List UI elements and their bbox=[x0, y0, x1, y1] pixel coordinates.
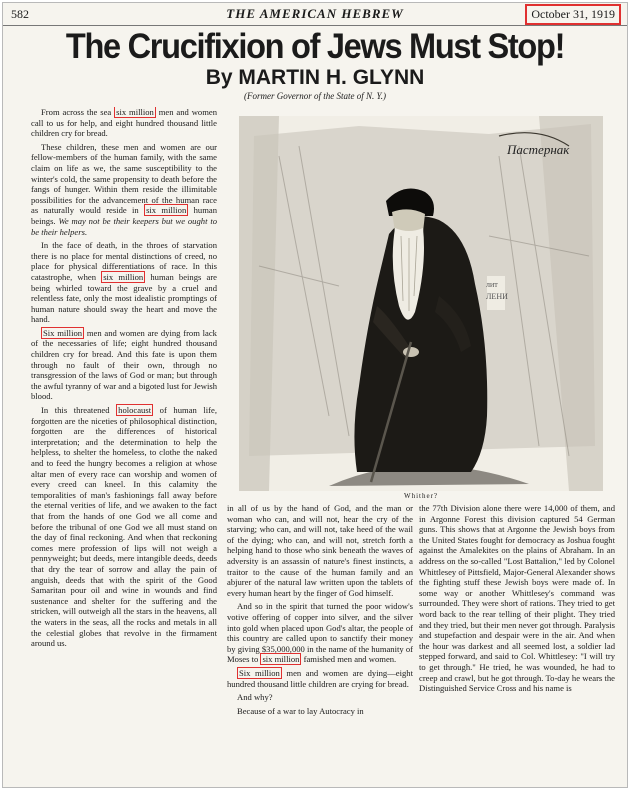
highlighted-phrase: six million bbox=[116, 107, 154, 117]
paragraph-text: These children, these men and women are our fellow-members of the human family, with the same claim on life as we, the same susceptibility to the winter's cold, the same propensity to death before the fangs of hunger. Within them reside the illimitable possibilities for the advancement of the human race as naturally would reside in bbox=[31, 141, 217, 216]
newspaper-page bbox=[2, 2, 628, 788]
article-column-1 bbox=[31, 107, 217, 779]
paragraph: the 77th Division alone there were 14,000 of them, and in Argonne Forest this division captured 54 German guns. This shows that at Argonne the Jewish boys from the United States fought for democracy as Joshua fought against the Amalekites on the plains of Abraham. In an address on the so-called "Lost Battalion," led by Colonel Whittlesey of Pittsfield, Major-General Alexander shows the fighting stuff these Jewish boys were made of. In some way or another Whittlesey's command was surrounded. They were short of rations. They tried to get word back to the rear telling of their plight. They tried and they tried, but their men never got through. Paralysis and stupefaction and despair were in the air. And when the hour was darkest and all seemed lost, a soldier lad stepped forward, and said to Col. Whittlesey: "I will try to get through." He tried, he was wounded, he had to creep and crawl, but he got through. To-day he wears the Distinguished Service Cross and his name is bbox=[419, 503, 615, 694]
author-affiliation: (Former Governor of the State of N. Y.) bbox=[244, 91, 386, 101]
paragraph-text: In this threatened bbox=[41, 405, 117, 416]
paragraph-text: human beings. bbox=[31, 205, 217, 226]
old-man-sketch bbox=[239, 116, 603, 491]
page-header bbox=[3, 3, 627, 26]
paragraph-text: From across the sea bbox=[41, 107, 115, 117]
highlighted-phrase: six million bbox=[103, 271, 144, 282]
page-number: 582 bbox=[11, 7, 29, 21]
italic-sentence: We may not be their keepers but we ought to be their helpers. bbox=[31, 215, 217, 237]
paragraph-text: In the face of death, in the throes of starvation there is no place for mental distinctions of creed, no place for physical differentiations of race. In this catastrophe, when bbox=[31, 240, 217, 282]
highlighted-phrase: Six million bbox=[239, 667, 280, 678]
paragraph bbox=[31, 142, 217, 237]
paragraph: in all of us by the hand of God, and the man or woman who can, and will not, hear the cry of the starving; who can, and will not, take heed of the wail of the dying; who can, and will not, stretch forth a helping hand to those who sink beneath the waves of adversity is an assassin of nature's finest instincts, a traitor to the cause of the human family and an abjurer of the natural law written upon the tablets of every human heart by the finger of God himself. bbox=[227, 503, 413, 598]
paragraph-text: And so in the spirit that turned the poor widow's votive offering of copper into silver, and the silver into gold when placed upon God's altar, the people of this country are called upon to sanctify their money by giving $35,000,000 in the name of the humanity of Moses to bbox=[227, 601, 413, 665]
highlighted-phrase: holocaust bbox=[118, 405, 152, 416]
paragraph-text: men and women call to us for help, and eight hundred thousand little children cry for bread. bbox=[31, 107, 217, 139]
issue-date: October 31, 1919 bbox=[525, 4, 621, 25]
svg-text:ЛЕНИ: ЛЕНИ bbox=[486, 292, 508, 301]
paragraph-text: men and women are dying—eight hundred thousand little children are crying for bread. bbox=[227, 667, 413, 689]
publication-name: THE AMERICAN HEBREW bbox=[226, 6, 404, 21]
paragraph-text: human beings are being whirled toward the grave by a cruel and relentless fate, only the most idealistic promptings of human nature should sway the heart and move the hand. bbox=[31, 271, 217, 325]
paragraph bbox=[31, 328, 217, 402]
highlighted-phrase: Six million bbox=[43, 327, 83, 338]
paragraph: And why? bbox=[237, 692, 273, 703]
illustration bbox=[239, 116, 603, 491]
article-title: The Crucifixion of Jews Must Stop! bbox=[65, 27, 565, 66]
paragraph bbox=[227, 601, 413, 665]
article-column-2 bbox=[227, 503, 413, 781]
artist-signature: Пастернак bbox=[507, 142, 570, 157]
paragraph bbox=[31, 107, 217, 139]
paragraph-text: famished men and women. bbox=[301, 654, 397, 665]
paragraph bbox=[31, 240, 217, 325]
article-column-3 bbox=[419, 503, 615, 781]
highlighted-phrase: six million bbox=[262, 654, 300, 665]
illustration-caption: Whither? bbox=[403, 492, 439, 500]
paragraph-text: men and women are dying from lack of the necessaries of life; eight hundred thousand children cry for bread. And this fate is upon them through no fault of their own, through no transgression of the laws of God or man; but through the awful tyranny of war and a bigoted lust for Jewish blood. bbox=[31, 327, 217, 402]
paragraph bbox=[227, 668, 413, 689]
paragraph-text: of human life, forgotten are the niceties of philosophical distinction, forgotten are the differences of historical interpretation; and the determination to help the helpless, to shelter the homeless, to clothe the naked and to feed the hungry becomes a religion at whose altar men of every race can worship and women of every creed can kneel. In this calamity the temporalities of man's fashionings fall away before the eternal verities of life, and we awaken to the fact that from the hands of one God we all come and before the tribunal of one God we all must stand on the day of final reckoning. And when that reckoning comes mere profession of lips will not weigh a pennyweight; but deeds, mere intangible deeds, deeds that dry the tear of sorrow and allay the pain of anguish, deeds that with the spirit of the Good Samaritan pour oil and wine in wounds and find sustenance and shelter for the suffering and the stricken, will outweigh all the stars in the heavens, all the waters in the seas, all the rocks and metals in all the celestial globes that revolve in the firmament around us. bbox=[31, 405, 217, 649]
paragraph bbox=[31, 405, 217, 649]
paragraph: Because of a war to lay Autocracy in bbox=[237, 705, 364, 716]
article-byline: By MARTIN H. GLYNN bbox=[205, 66, 425, 89]
svg-text:лит: лит bbox=[486, 280, 498, 289]
highlighted-phrase: six million bbox=[146, 205, 187, 216]
